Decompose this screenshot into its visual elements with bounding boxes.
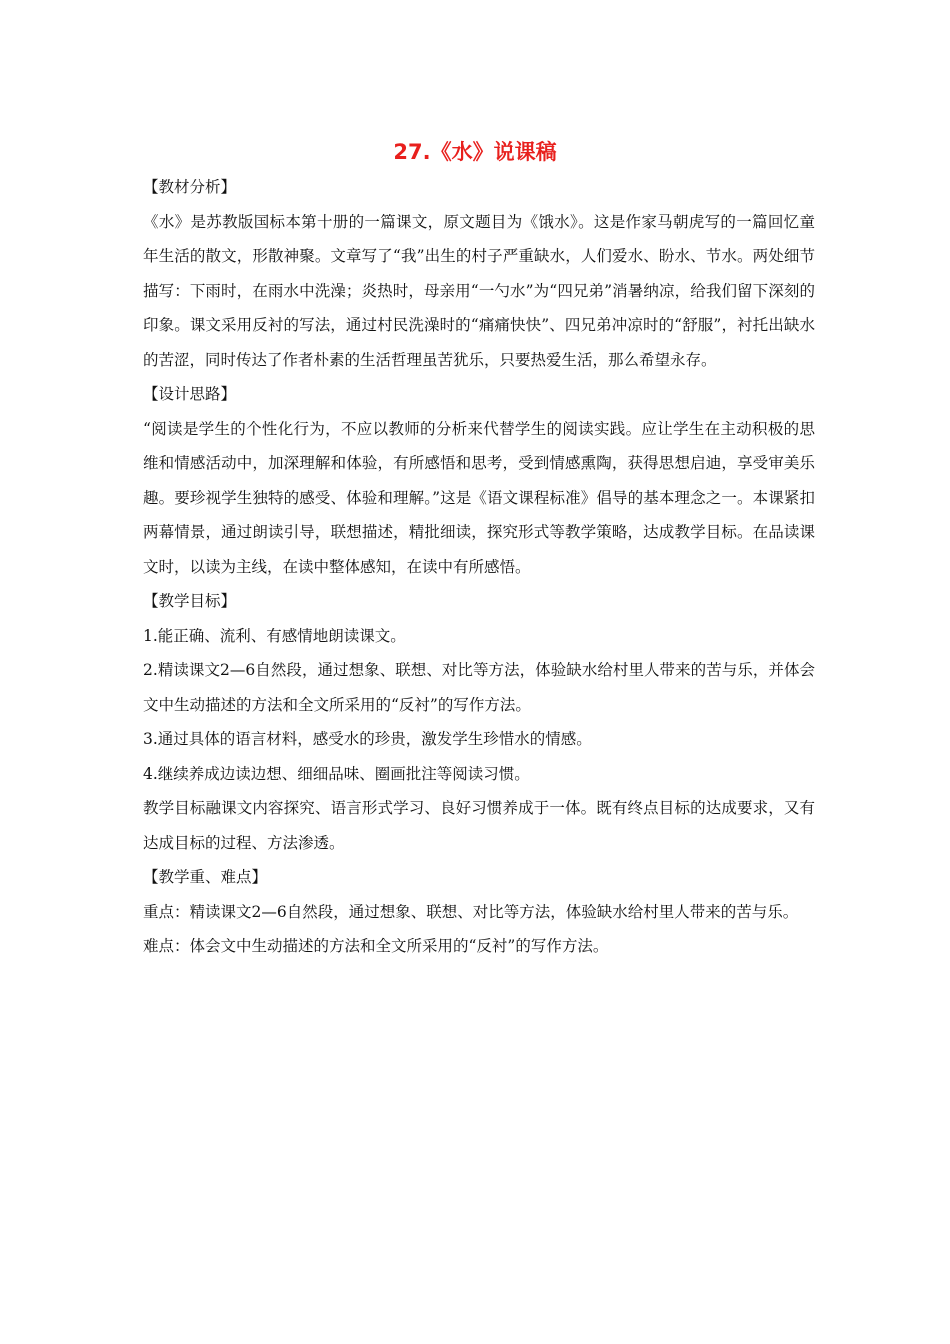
goals-summary-paragraph: 教学目标融课文内容探究、语言形式学习、良好习惯养成于一体。既有终点目标的达成要求，又有达成目标的过程、方法渗透。 (143, 799, 815, 852)
design-paragraph: “阅读是学生的个性化行为，不应以教师的分析来代替学生的阅读实践。应让学生在主动积极的思维和情感活动中，加深理解和体验，有所感悟和思考，受到情感熏陶，获得思想启迪，享受审美乐趣。要珍视学生独特的感受、体验和理解。”这是《语文课程标准》倡导的基本理念之一。本课紧扣两幕情景，通过朗读引导，联想描述，精批细读，探究形式等教学策略，达成教学目标。在品读课文时，以读为主线，在读中整体感知，在读中有所感悟。 (143, 419, 815, 576)
goal-item-1: 1.能正确、流利、有感情地朗读课文。 (143, 626, 406, 645)
goal-item-3: 3.通过具体的语言材料，感受水的珍贵，激发学生珍惜水的情感。 (143, 730, 592, 748)
analysis-paragraph: 《水》是苏教版国标本第十册的一篇课文，原文题目为《饿水》。这是作家马朝虎写的一篇回忆童年生活的散文，形散神聚。文章写了“我”出生的村子严重缺水，人们爱水、盼水、节水。两处细节描写：下雨时，在雨水中洗澡；炎热时，母亲用“一勺水”为“四兄弟”消暑纳凉，给我们留下深刻的印象。课文采用反衬的写法，通过村民洗澡时的“痛痛快快”、四兄弟冲凉时的“舒服”，衬托出缺水的苦涩，同时传达了作者朴素的生活哲理虽苦犹乐，只要热爱生活，那么希望永存。 (143, 212, 815, 369)
section-heading-design: 【设计思路】 (143, 385, 237, 403)
section-heading-analysis: 【教材分析】 (143, 178, 237, 196)
difficulty-paragraph: 难点：体会文中生动描述的方法和全文所采用的“反衬”的写作方法。 (143, 937, 609, 955)
section-heading-goals: 【教学目标】 (143, 592, 237, 610)
key-point-paragraph: 重点：精读课文2—6自然段，通过想象、联想、对比等方法，体验缺水给村里人带来的苦与乐。 (143, 902, 799, 921)
goal-item-2: 2.精读课文2—6自然段，通过想象、联想、对比等方法，体验缺水给村里人带来的苦与乐，并体会文中生动描述的方法和全文所采用的“反衬”的写作方法。 (143, 661, 815, 714)
section-heading-focus: 【教学重、难点】 (143, 868, 268, 886)
document-title: 27.《水》说课稿 (393, 140, 557, 164)
document-body (143, 170, 815, 964)
goal-item-4: 4.继续养成边读边想、细细品味、圈画批注等阅读习惯。 (143, 764, 530, 783)
